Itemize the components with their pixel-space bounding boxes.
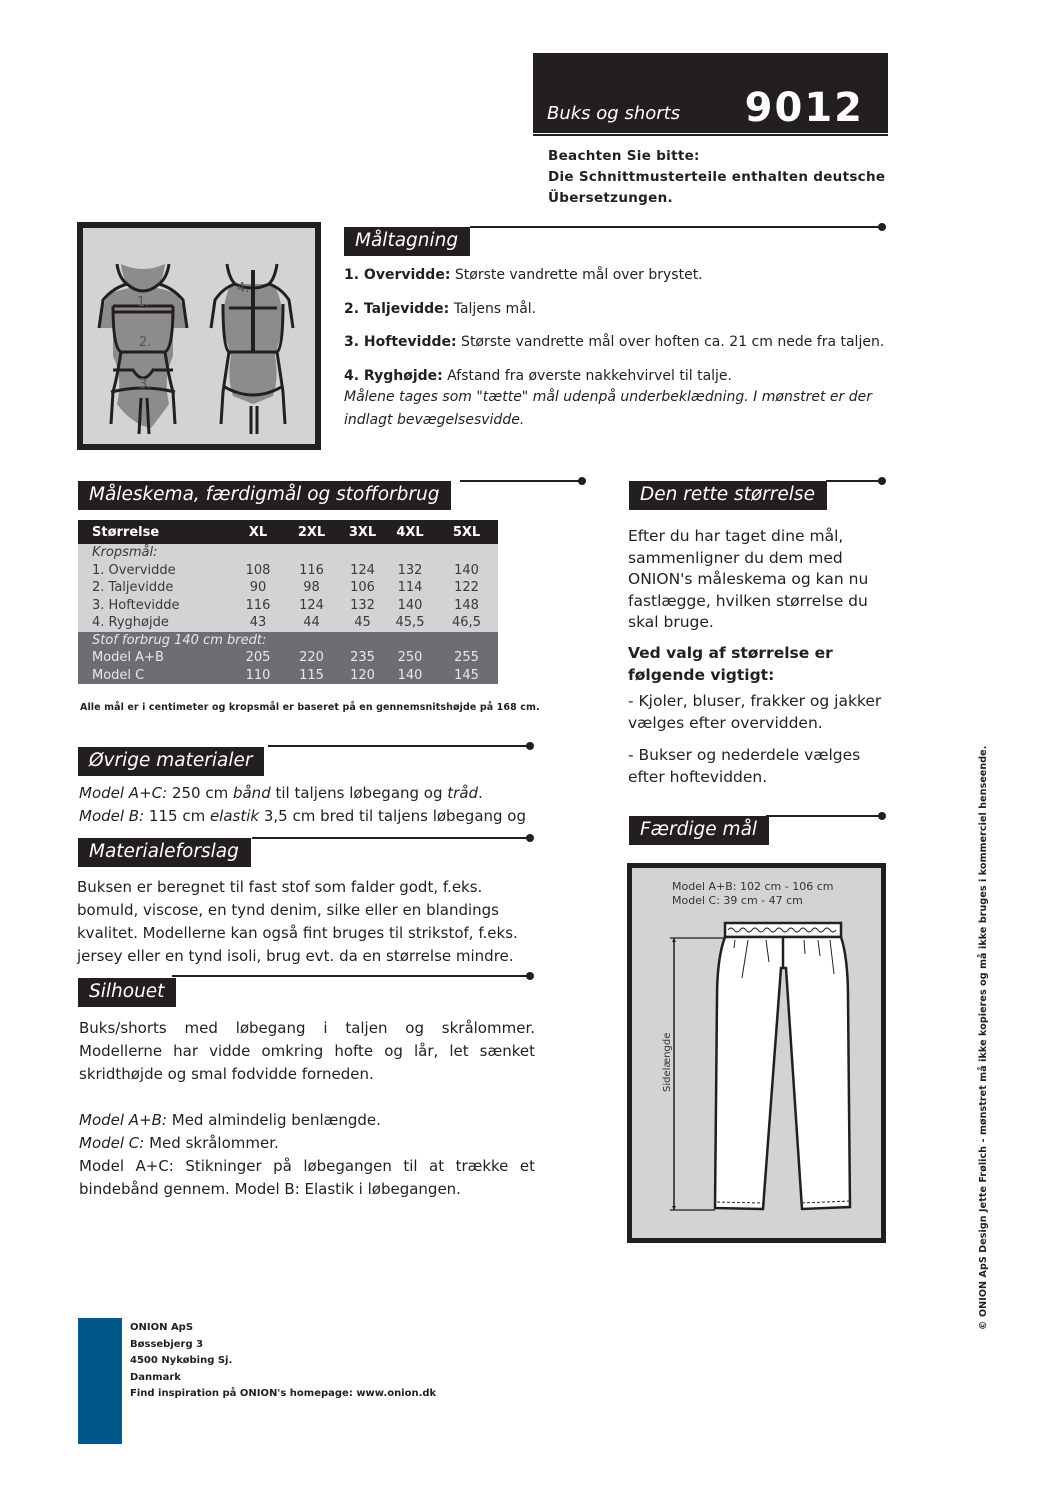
- brand-color-bar: [78, 1318, 122, 1444]
- cell: 124: [299, 597, 324, 613]
- cell: 140: [397, 667, 423, 683]
- cell: 145: [454, 667, 479, 683]
- section-header-size-chart: [78, 481, 451, 510]
- model-desc: Med skrålommer.: [144, 1134, 279, 1152]
- text: .: [478, 784, 483, 802]
- cell: 45: [354, 615, 371, 631]
- label-4: 4.: [237, 281, 250, 296]
- finished-line: Model C: 39 cm - 47 cm: [672, 894, 803, 907]
- trousers-illustration: [632, 868, 881, 1238]
- section-title: Den rette størrelse: [629, 481, 827, 510]
- finished-line: Model A+B: 102 cm - 106 cm: [672, 880, 834, 893]
- section-rule: [252, 837, 530, 839]
- model-desc: Stikninger på løbegangen til at trække et bindebånd gennem. Model B: Elastik i løbegangen.: [79, 1157, 535, 1198]
- trousers-icon: [715, 923, 850, 1209]
- model-label: Model A+C:: [79, 1157, 174, 1175]
- column-header: 4XL: [396, 524, 424, 540]
- cell: 140: [454, 562, 479, 578]
- section-title: Færdige mål: [629, 816, 769, 845]
- address-line: 4500 Nykøbing Sj.: [130, 1355, 233, 1366]
- cell: 114: [397, 580, 423, 596]
- section-header-maaltagning: [344, 227, 470, 256]
- emphasis: elastik: [209, 807, 260, 825]
- model-label: Model B:: [79, 807, 145, 825]
- column-header: 5XL: [452, 524, 481, 540]
- text: 250 cm: [167, 784, 233, 802]
- material-suggestion-text: Buksen er beregnet til fast stof som falder godt, f.eks. bomuld, viscose, en tynd denim, silke eller en blandings kvalitet. Modellerne kan også fint bruges til strikstof, f.eks. jersey eller en tynd isoli, brug evt. da en størrelse mindre.: [77, 878, 518, 965]
- section-rule: [470, 226, 882, 228]
- cell: 220: [299, 650, 324, 666]
- text: til taljens løbegang og: [270, 784, 448, 802]
- german-note: [548, 146, 885, 209]
- title-underline: [533, 134, 888, 136]
- cell: 46,5: [452, 615, 481, 631]
- section-header-other-materials: [78, 747, 264, 776]
- section-header-material-suggestion: [78, 838, 251, 867]
- table-row: [78, 667, 498, 685]
- pattern-title-block: [533, 53, 888, 133]
- cell: 44: [303, 615, 320, 631]
- row-label: Model A+B: [92, 650, 164, 666]
- table-row: [78, 614, 498, 632]
- rule-end-dot: [578, 477, 586, 485]
- model-label: Model A+B:: [79, 1111, 167, 1129]
- text: 3,5 cm bred til taljens løbegang og: [259, 807, 527, 825]
- measurement-item: [344, 300, 899, 319]
- cell: 148: [454, 597, 479, 613]
- cell: 45,5: [395, 615, 425, 631]
- rule-end-dot: [878, 812, 886, 820]
- rule-end-dot: [526, 834, 534, 842]
- measurement-item: [344, 367, 899, 386]
- rule-end-dot: [878, 223, 886, 231]
- column-header: 2XL: [297, 524, 326, 540]
- section-rule: [172, 975, 530, 977]
- column-header: 3XL: [348, 524, 377, 540]
- text: 115 cm: [144, 807, 210, 825]
- materials-line: [79, 782, 526, 805]
- german-note-line: Beachten Sie bitte:: [548, 148, 700, 164]
- finished-measurements-text: [672, 880, 834, 908]
- measurement-item: [344, 266, 899, 285]
- measurement-note: Målene tages som "tætte" mål udenpå underbeklædning. I mønstret er der indlagt bevægelsesvidde.: [344, 388, 872, 428]
- website-line: Find inspiration på ONION's homepage: www.onion.dk: [130, 1388, 437, 1399]
- cell: 98: [303, 580, 320, 596]
- company-address: [130, 1320, 436, 1403]
- measurement-desc: Største vandrette mål over hoften ca. 21 cm nede fra taljen.: [456, 334, 885, 350]
- section-rule: [460, 480, 582, 482]
- row-label: 3. Hoftevidde: [92, 597, 180, 613]
- cell: 132: [397, 562, 423, 578]
- side-length-label: Sidelængde: [662, 1032, 673, 1092]
- cell: 140: [397, 597, 423, 613]
- section-header-silhouette: [78, 978, 176, 1007]
- model-line: [79, 1109, 535, 1132]
- model-label: Model A+C:: [79, 784, 168, 802]
- back-body-icon: [211, 264, 293, 434]
- silhouette-description: Buks/shorts med løbegang i taljen og skrålommer. Modellerne har vidde omkring hofte og lår, let sænket skridthøjde og smal fodvidde forneden.: [79, 1019, 535, 1083]
- section-title: Silhouet: [78, 978, 176, 1007]
- measurement-term: 3. Hoftevidde:: [344, 334, 457, 350]
- cell: 116: [299, 562, 324, 578]
- body-measurement-figure: [77, 222, 321, 450]
- emphasis: tråd: [447, 784, 479, 802]
- section-title: Måltagning: [344, 227, 470, 256]
- table-row: [78, 597, 498, 615]
- section-label: Stof forbrug 140 cm bredt:: [92, 632, 267, 648]
- rule-end-dot: [526, 742, 534, 750]
- section-title: Måleskema, færdigmål og stofforbrug: [78, 481, 451, 510]
- cell: 43: [249, 615, 267, 631]
- right-size-bullet: - Bukser og nederdele vælges efter hoftevidden.: [628, 746, 861, 786]
- size-chart-table: [78, 520, 498, 684]
- table-row: [78, 562, 498, 580]
- measurement-desc: Taljens mål.: [449, 300, 537, 317]
- pattern-number: 9012: [744, 85, 864, 131]
- cell: 124: [350, 562, 375, 578]
- table-row: [78, 649, 498, 667]
- cell: 115: [299, 667, 324, 683]
- section-rule: [826, 480, 882, 482]
- row-label: 1. Overvidde: [92, 562, 176, 578]
- measurement-term: 1. Overvidde:: [344, 267, 451, 283]
- measurement-instructions: [344, 266, 899, 432]
- row-label: 2. Taljevidde: [92, 580, 174, 596]
- copyright-notice: © ONION ApS Design Jette Frølich - mønstret må ikke kopieres og må ikke bruges i kommerciel henseende.: [978, 745, 989, 1330]
- german-note-line: Die Schnittmusterteile enthalten deutsche: [548, 169, 886, 185]
- pattern-title: Buks og shorts: [547, 103, 681, 124]
- measurement-item: [344, 333, 899, 352]
- company-name: ONION ApS: [130, 1322, 194, 1333]
- right-size-bullet: - Kjoler, bluser, frakker og jakker vælges efter overvidden.: [628, 692, 882, 732]
- section-header-finished: [629, 816, 769, 845]
- section-label: Kropsmål:: [92, 545, 158, 561]
- right-size-important: Ved valg af størrelse er følgende vigtigt:: [628, 644, 833, 684]
- cell: 132: [350, 597, 375, 613]
- german-note-line: Übersetzungen.: [548, 190, 673, 206]
- materials-line: [79, 805, 526, 828]
- address-line: Danmark: [130, 1371, 181, 1383]
- cell: 120: [350, 667, 375, 683]
- measurement-term: 4. Ryghøjde:: [344, 367, 443, 384]
- cell: 250: [397, 650, 423, 666]
- cell: 106: [350, 580, 375, 596]
- cell: 205: [245, 650, 271, 666]
- section-rule: [268, 745, 530, 747]
- table-section-row: [78, 544, 498, 562]
- rule-end-dot: [878, 477, 886, 485]
- column-header: Størrelse: [92, 524, 160, 540]
- right-size-paragraph: Efter du har taget dine mål, sammenligner du dem med ONION's måleskema og kan nu fastlægge, hvilken størrelse du skal bruge.: [628, 527, 869, 631]
- measurement-term: 2. Taljevidde:: [344, 300, 450, 317]
- cell: 90: [249, 580, 267, 596]
- model-label: Model C:: [79, 1134, 145, 1152]
- model-line: [79, 1155, 535, 1201]
- cell: 108: [245, 562, 271, 578]
- silhouette-text: [79, 1017, 535, 1201]
- row-label: 4. Ryghøjde: [92, 615, 169, 631]
- cell: 116: [245, 597, 271, 613]
- table-header-row: [78, 520, 498, 544]
- rule-end-dot: [526, 972, 534, 980]
- label-1: 1.: [137, 295, 150, 310]
- row-label: Model C: [92, 667, 145, 683]
- section-title: Materialeforslag: [78, 838, 251, 867]
- column-header: XL: [248, 524, 268, 540]
- model-line: [79, 1132, 535, 1155]
- front-body-icon: [99, 264, 187, 434]
- finished-measurements-figure: [627, 863, 886, 1243]
- section-title: Øvrige materialer: [78, 747, 264, 776]
- label-3: 3.: [139, 377, 152, 392]
- table-footnote: Alle mål er i centimeter og kropsmål er baseret på en gennemsnitshøjde på 168 cm.: [80, 702, 540, 713]
- body-silhouette-illustration: [83, 228, 315, 444]
- measurement-desc: Afstand fra øverste nakkehvirvel til talje.: [442, 367, 732, 384]
- model-desc: Med almindelig benlængde.: [166, 1111, 381, 1129]
- measurement-desc: Største vandrette mål over brystet.: [450, 267, 703, 283]
- address-line: Bøssebjerg 3: [130, 1338, 204, 1350]
- other-materials-text: [79, 782, 526, 828]
- table-section-row: [78, 632, 498, 650]
- cell: 110: [245, 667, 271, 683]
- cell: 235: [350, 650, 375, 666]
- cell: 255: [454, 650, 479, 666]
- emphasis: bånd: [232, 784, 271, 802]
- cell: 122: [454, 580, 479, 596]
- section-header-right-size: [629, 481, 827, 510]
- table-row: [78, 579, 498, 597]
- label-2: 2.: [139, 335, 152, 350]
- section-rule: [766, 815, 882, 817]
